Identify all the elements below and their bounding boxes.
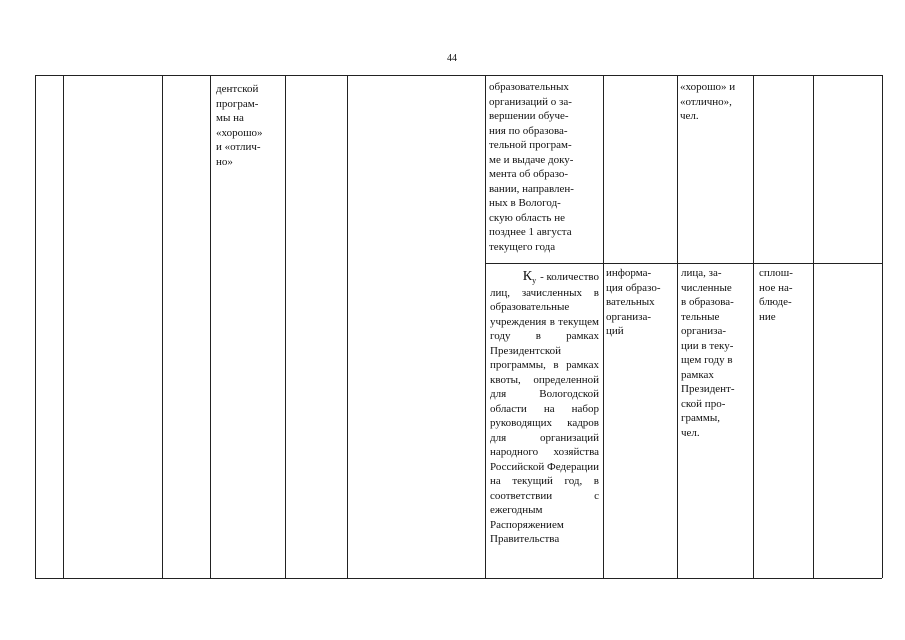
k-formula-line	[490, 270, 599, 286]
k-definition-text: лиц, зачисленных в образовательные учреждения в текущем году в рамках Президентской программы, в рамках квоты, определенной для Вологодской области на набор руководящих кадров для организаций народного хозяйства Российской Федерации на текущий год, в соответствии с ежегодным Распоряжением Правительства	[490, 286, 599, 545]
cell-enrolled-unit: лица, за- численные в образова- тельные организа- ции в теку- щем году в рамках Президент- ской про- граммы, чел.	[681, 267, 735, 439]
cell-data-source: информа- ция образо- вательных организа- ций	[606, 267, 661, 337]
cell-program-rating: дентской програм- мы на «хорошо» и «отлич- но»	[216, 83, 263, 168]
column-border	[603, 75, 604, 578]
cell-observation-type: сплош- ное на- блюде- ние	[759, 267, 793, 323]
page-number: 44	[447, 53, 457, 64]
k-symbol: К	[522, 269, 533, 284]
cell-rating-unit: «хорошо» и «отлично», чел.	[680, 81, 736, 122]
column-border	[347, 75, 348, 578]
column-border	[162, 75, 163, 578]
column-border	[753, 75, 754, 578]
column-border	[813, 75, 814, 578]
column-border	[210, 75, 211, 578]
column-border	[882, 75, 883, 578]
table-bottom-border	[35, 578, 882, 579]
column-border	[285, 75, 286, 578]
column-border	[485, 75, 486, 578]
column-border	[677, 75, 678, 578]
cell-graduation-info: образовательных организаций о за- вершении обуче- ния по образова- тельной програм- ме и выдаче доку- мента об образо- вании, направлен- ных в Вологод- скую область не позднее 1 августа текущего года	[489, 81, 574, 253]
cell-enrolled-definition	[490, 270, 599, 547]
row-divider	[485, 263, 882, 264]
k-definition-start: - количество	[540, 271, 599, 283]
column-border	[63, 75, 64, 578]
column-border	[35, 75, 36, 578]
k-subscript: у	[532, 276, 537, 285]
